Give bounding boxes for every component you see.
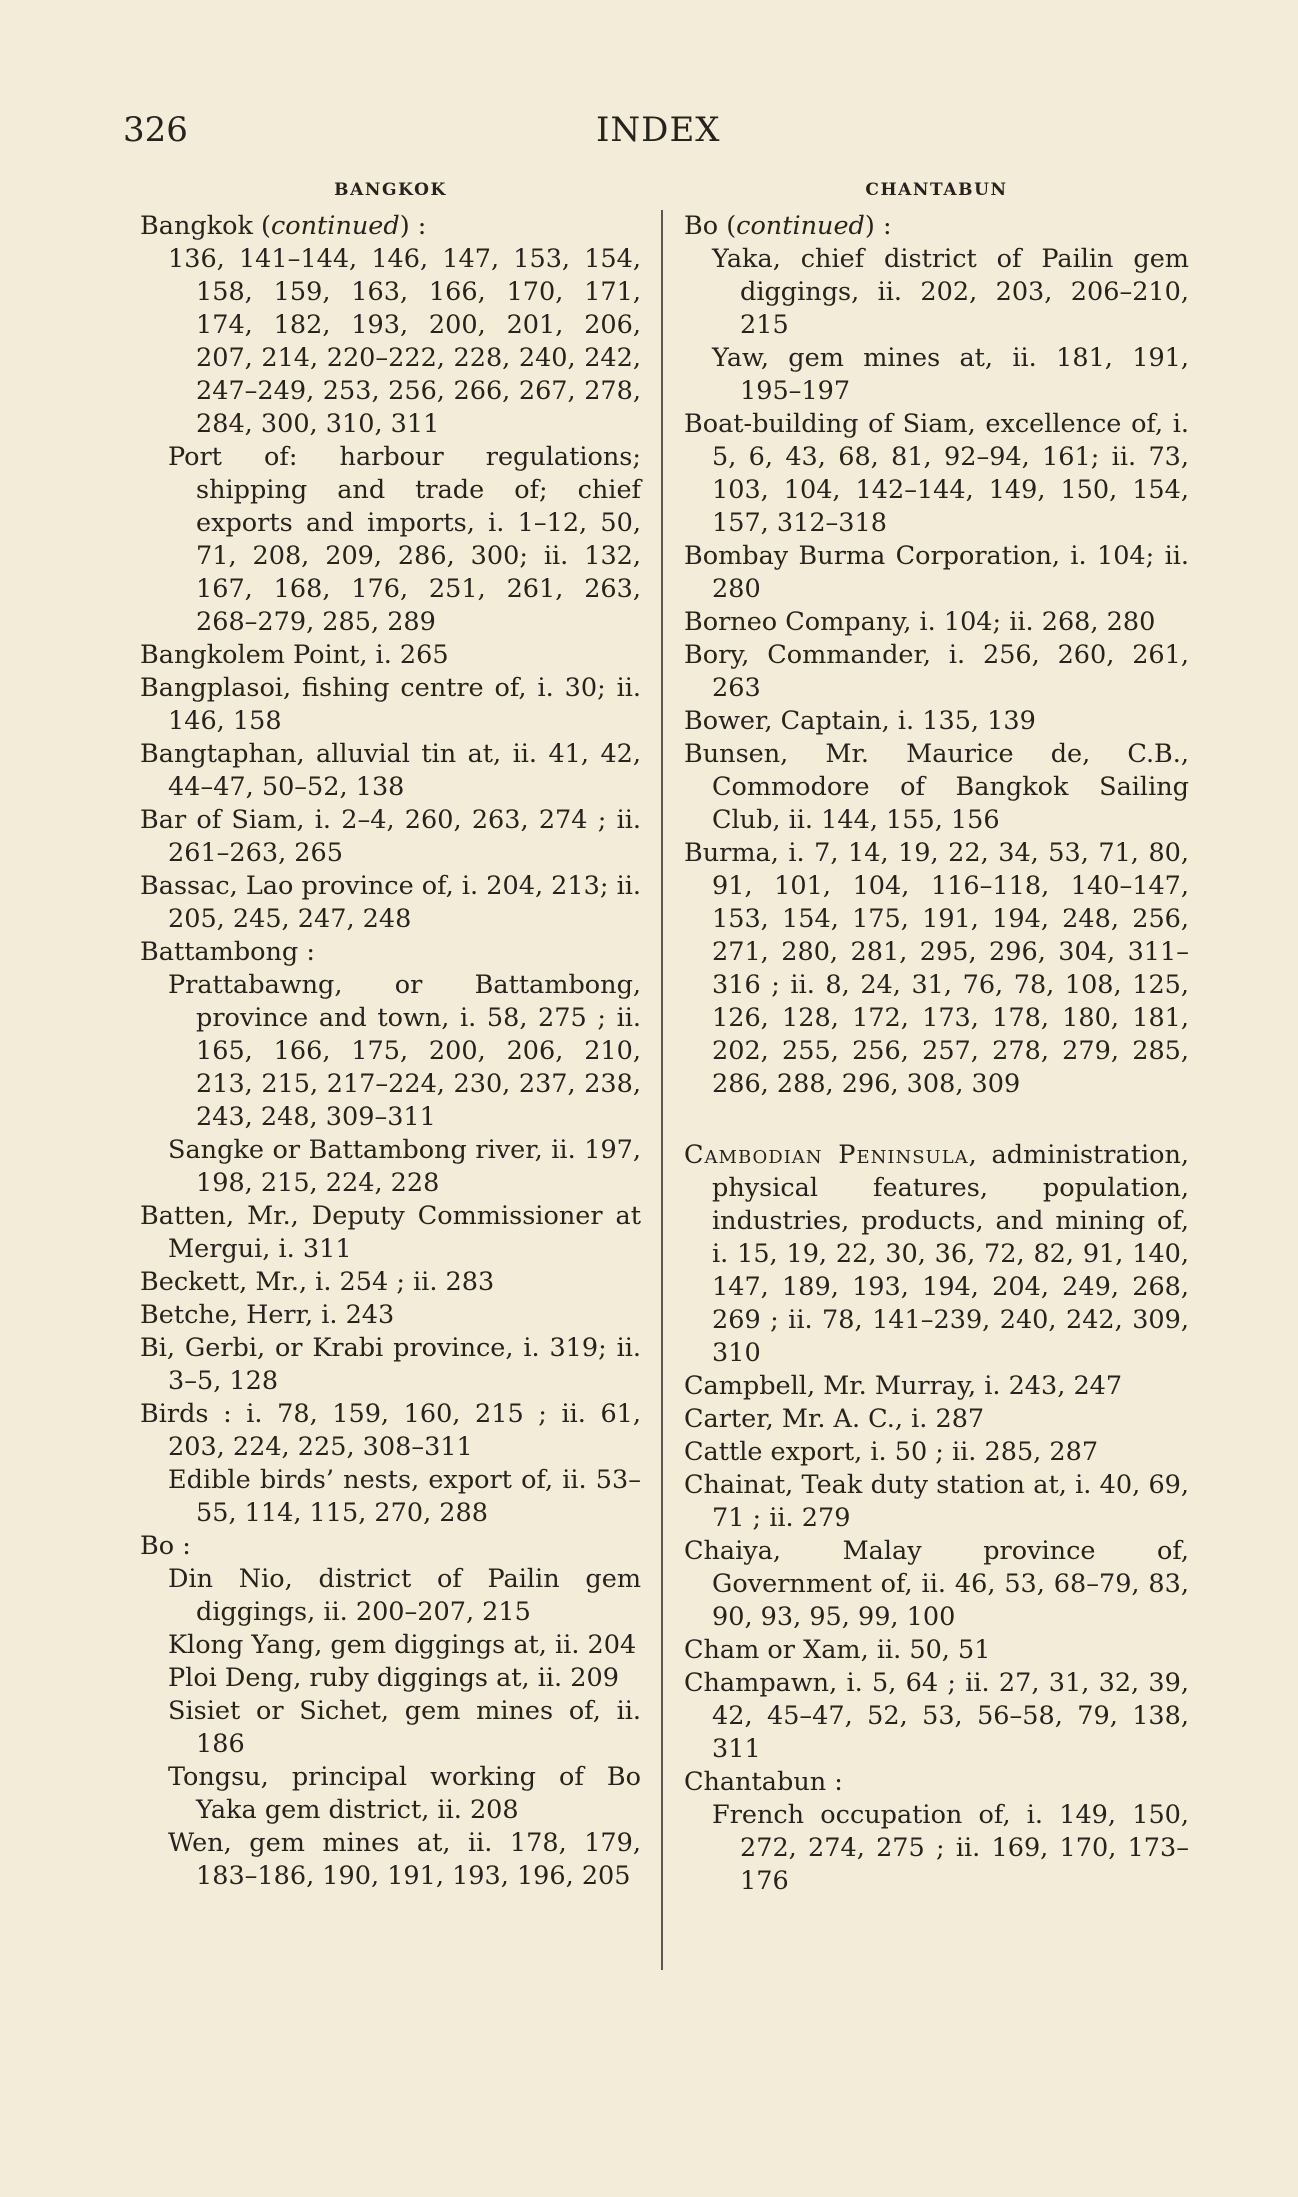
index-entry: Chaiya, Malay province of, Government of, ii. 46, 53, 68–79, 83, 90, 93, 95, 99, 100 — [684, 1536, 1189, 1632]
index-entry: Cattle export, i. 50 ; ii. 285, 287 — [684, 1437, 1099, 1467]
index-subentry: Din Nio, district of Pailin gem diggings, ii. 200–207, 215 — [168, 1564, 641, 1627]
index-subentry: 136, 141–144, 146, 147, 153, 154, 158, 159, 163, 166, 170, 171, 174, 182, 193, 200, 201, 206, 207, 214, 220–222, 228, 240, 242, 247–249, 253, 256, 266, 267, 278, 284, 300, 310, 311 — [168, 244, 641, 439]
page-number: 326 — [123, 110, 188, 150]
page-header — [0, 110, 1298, 160]
index-entry: Bombay Burma Corporation, i. 104; ii. 280 — [684, 541, 1189, 604]
index-entry: Chainat, Teak duty station at, i. 40, 69, 71 ; ii. 279 — [684, 1470, 1189, 1533]
index-subentry: Prattabawng, or Battambong, province and town, i. 58, 275 ; ii. 165, 166, 175, 200, 206, 210, 213, 215, 217–224, 230, 237, 238, 243, 248, 309–311 — [168, 970, 641, 1132]
index-entry: Bangplasoi, fishing centre of, i. 30; ii. 146, 158 — [140, 673, 641, 736]
index-entry: Bory, Commander, i. 256, 260, 261, 263 — [684, 640, 1189, 703]
index-entry: Boat-building of Siam, excellence of, i. 5, 6, 43, 68, 81, 92–94, 161; ii. 73, 103, 104, 142–144, 149, 150, 154, 157, 312–318 — [684, 409, 1189, 538]
index-subentry: Sangke or Battambong river, ii. 197, 198, 215, 224, 228 — [168, 1135, 641, 1198]
left-column — [140, 178, 641, 1893]
right-column-heading: CHANTABUN — [865, 180, 1008, 200]
index-entry: Campbell, Mr. Murray, i. 243, 247 — [684, 1371, 1123, 1401]
index-entry: Bi, Gerbi, or Krabi province, i. 319; ii. 3–5, 128 — [140, 1333, 641, 1396]
index-entry: Cham or Xam, ii. 50, 51 — [684, 1635, 991, 1665]
index-subentry: Klong Yang, gem diggings at, ii. 204 — [168, 1630, 637, 1660]
index-subentry: Wen, gem mines at, ii. 178, 179, 183–186, 190, 191, 193, 196, 205 — [168, 1828, 641, 1891]
index-subentry: Sisiet or Sichet, gem mines of, ii. 186 — [168, 1696, 641, 1759]
index-entry: Bangkok (continued) : — [140, 211, 427, 241]
index-entry: Borneo Company, i. 104; ii. 268, 280 — [684, 607, 1156, 637]
index-subentry: Port of: harbour regulations; shipping and trade of; chief exports and imports, i. 1–12, 50, 71, 208, 209, 286, 300; ii. 132, 167, 168, 176, 251, 261, 263, 268–279, 285, 289 — [168, 442, 641, 637]
index-entry: Bassac, Lao province of, i. 204, 213; ii. 205, 245, 247, 248 — [140, 871, 641, 934]
index-entry: Bunsen, Mr. Maurice de, C.B., Commodore of Bangkok Sailing Club, ii. 144, 155, 156 — [684, 739, 1189, 835]
index-entry: Birds : i. 78, 159, 160, 215 ; ii. 61, 203, 224, 225, 308–311 — [140, 1399, 641, 1462]
index-entry: Bar of Siam, i. 2–4, 260, 263, 274 ; ii. 261–263, 265 — [140, 805, 641, 868]
index-subentry: Edible birds’ nests, export of, ii. 53–55, 114, 115, 270, 288 — [168, 1465, 641, 1528]
column-divider — [661, 210, 663, 1970]
index-entry: Bo : — [140, 1531, 191, 1561]
running-title: INDEX — [596, 110, 721, 150]
index-subentry: Tongsu, principal working of Bo Yaka gem district, ii. 208 — [168, 1762, 641, 1825]
index-entry: Bangtaphan, alluvial tin at, ii. 41, 42, 44–47, 50–52, 138 — [140, 739, 641, 802]
index-subentry: Yaw, gem mines at, ii. 181, 191, 195–197 — [712, 343, 1189, 406]
index-subentry: French occupation of, i. 149, 150, 272, 274, 275 ; ii. 169, 170, 173–176 — [712, 1800, 1189, 1896]
index-entry: Bower, Captain, i. 135, 139 — [684, 706, 1036, 736]
index-subentry: Yaka, chief district of Pailin gem diggings, ii. 202, 203, 206–210, 215 — [712, 244, 1189, 340]
index-entry: Betche, Herr, i. 243 — [140, 1300, 395, 1330]
index-entry: Cambodian Peninsula, administration, physical features, population, industries, products, and mining of, i. 15, 19, 22, 30, 36, 72, 82, 91, 140, 147, 189, 193, 194, 204, 249, 268, 269 ; ii. 78, 141–239, 240, 242, 309, 310 — [684, 1140, 1189, 1368]
index-entry: Chantabun : — [684, 1767, 843, 1797]
index-entry: Champawn, i. 5, 64 ; ii. 27, 31, 32, 39, 42, 45–47, 52, 53, 56–58, 79, 138, 311 — [684, 1668, 1189, 1764]
index-entry: Bo (continued) : — [684, 211, 892, 241]
index-entry: Beckett, Mr., i. 254 ; ii. 283 — [140, 1267, 495, 1297]
index-entry: Batten, Mr., Deputy Commissioner at Mergui, i. 311 — [140, 1201, 641, 1264]
index-entry: Burma, i. 7, 14, 19, 22, 34, 53, 71, 80, 91, 101, 104, 116–118, 140–147, 153, 154, 175, 191, 194, 248, 256, 271, 280, 281, 295, 296, 304, 311–316 ; ii. 8, 24, 31, 76, 78, 108, 125, 126, 128, 172, 173, 178, 180, 181, 202, 255, 256, 257, 278, 279, 285, 286, 288, 296, 308, 309 — [684, 838, 1189, 1099]
index-entry: Battambong : — [140, 937, 315, 967]
left-column-heading: BANGKOK — [334, 180, 447, 200]
index-entry: Bangkolem Point, i. 265 — [140, 640, 449, 670]
right-column — [684, 178, 1189, 1898]
index-subentry: Ploi Deng, ruby diggings at, ii. 209 — [168, 1663, 619, 1693]
index-entry: Carter, Mr. A. C., i. 287 — [684, 1404, 985, 1434]
